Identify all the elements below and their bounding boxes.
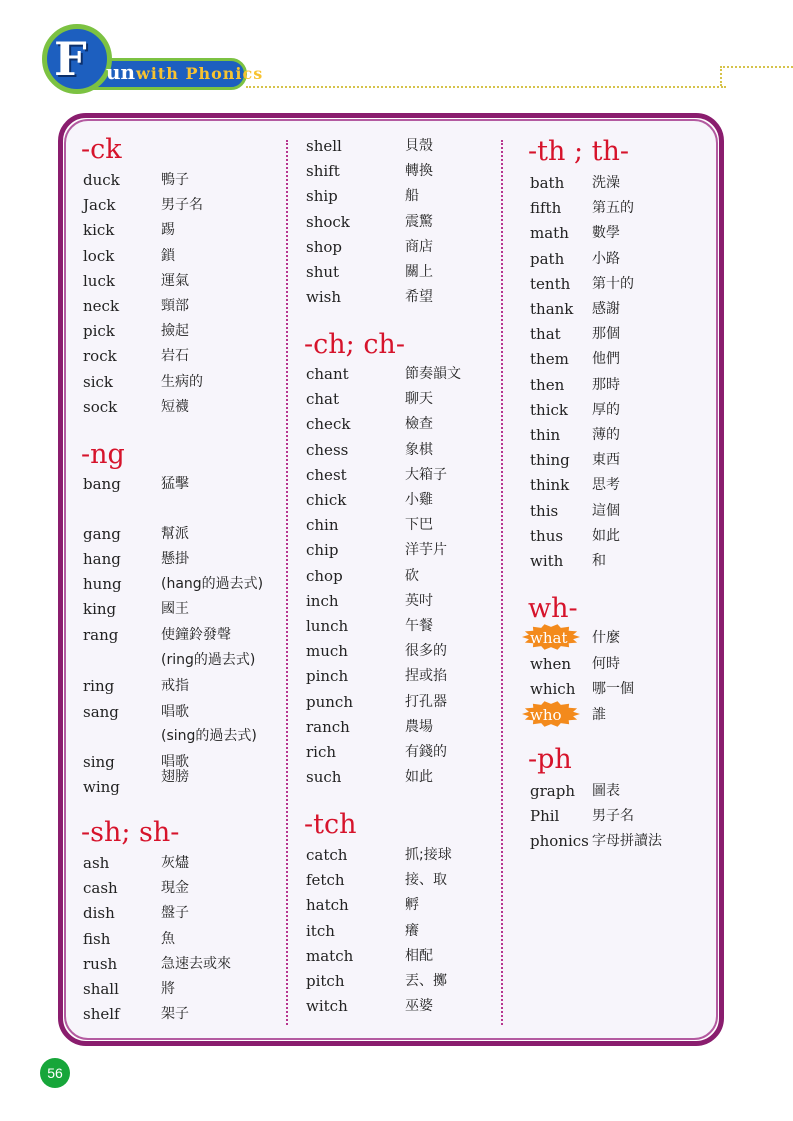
section-heading: -tch [304,809,357,840]
chinese-meaning: 男子名 [592,808,634,825]
chinese-meaning: 唱歌 [161,754,189,770]
word-row [306,212,506,234]
english-word: punch [306,692,353,711]
word-row [306,971,506,993]
chinese-meaning: 如此 [405,769,433,786]
word-row [530,628,730,650]
english-word: graph [530,782,575,800]
section-heading: wh- [528,593,578,624]
word-row [530,324,730,346]
section-heading: -ck [81,134,122,165]
english-word: ranch [306,717,350,736]
word-row [530,425,730,447]
word-row [83,246,283,268]
chinese-meaning: 洗澡 [592,175,620,191]
english-word: who [530,705,562,724]
section-heading: -sh; sh- [81,817,180,848]
english-word: this [530,501,559,520]
english-word: shut [306,263,340,281]
word-row [83,625,283,668]
english-word: then [530,375,565,394]
chinese-meaning: 現金 [161,880,189,897]
header [20,20,793,110]
section-heading: -ph [528,744,572,775]
chinese-meaning: 短襪 [161,398,189,415]
word-row [306,490,506,512]
chinese-meaning: 貝殼 [405,138,433,154]
word-row [530,475,730,497]
english-word: rich [306,743,337,761]
word-row [83,676,283,698]
word-row [83,195,283,217]
section-heading: -ch; ch- [304,329,405,360]
english-word: bath [530,174,565,192]
english-word: dish [83,904,115,923]
word-row [83,979,283,1001]
chinese-meaning: 圖表 [592,783,620,799]
english-word: neck [83,297,120,315]
english-word: such [306,768,342,787]
word-row [530,705,730,727]
word-row [306,566,506,588]
chinese-meaning: 使鐘鈴發聲 [161,627,231,643]
english-word: rock [83,347,117,366]
word-row [83,853,283,875]
word-row [83,346,283,368]
english-word: fifth [530,199,562,218]
english-word: king [83,600,117,618]
word-row [306,161,506,183]
word-row [530,223,730,245]
chinese-meaning: 男子名 [161,197,203,214]
english-word: catch [306,846,348,864]
english-word: luck [83,271,115,290]
section-heading: -ng [81,439,125,470]
chinese-meaning: 灰燼 [161,855,189,871]
english-word: pick [83,322,115,341]
chinese-meaning: 捏或掐 [405,668,447,685]
word-row [83,929,283,951]
chinese-meaning: 有錢的 [405,744,447,760]
word-row [530,375,730,397]
chinese-meaning: 東西 [592,452,620,469]
english-word: sang [83,703,119,721]
word-row [306,136,506,158]
chinese-meaning: 撿起 [161,323,189,340]
english-word: cash [83,879,118,898]
chinese-meaning: 洋芋片 [405,542,447,559]
header-dotted-line [246,86,726,88]
english-word: shift [306,162,340,181]
chinese-meaning: 將 [161,981,175,997]
word-row [83,524,283,546]
chinese-meaning: 誰 [592,706,606,723]
english-word: much [306,642,348,661]
chinese-meaning: 砍 [405,567,419,584]
english-word: shock [306,212,350,231]
english-word: chant [306,365,349,383]
chinese-meaning: 第十的 [592,275,634,292]
chinese-meaning: 運氣 [161,272,189,289]
english-word: shell [306,137,342,155]
word-row [83,321,283,343]
chinese-meaning: 踢 [161,222,175,239]
word-row [83,220,283,242]
english-word: wish [306,288,341,307]
chinese-meaning: 架子 [161,1006,189,1023]
chinese-meaning: 孵 [405,897,419,914]
english-word: think [530,476,570,495]
word-row [306,895,506,917]
english-word: pitch [306,972,345,990]
english-word: chip [306,541,339,560]
chinese-meaning-note: (ring的過去式) [161,652,256,668]
english-word: lock [83,246,115,265]
chinese-meaning: 感謝 [592,301,620,317]
chinese-meaning: 檢查 [405,416,433,433]
word-row [530,679,730,701]
english-word: bang [83,475,121,493]
word-row [306,186,506,208]
chinese-meaning: 什麼 [592,630,620,646]
page-number: 56 [40,1058,70,1088]
word-row [306,616,506,638]
word-row [83,271,283,293]
chinese-meaning: 幫派 [161,526,189,542]
english-word: phonics [530,832,589,851]
chinese-meaning-note: (sing的過去式) [161,728,257,744]
word-row [306,540,506,562]
chinese-meaning: 癢 [405,922,419,939]
chinese-meaning: 巫婆 [405,998,433,1015]
chinese-meaning: 魚 [161,930,175,947]
logo-letter: F [54,32,87,86]
chinese-meaning: 接、取 [405,872,447,889]
chinese-meaning: 聊天 [405,391,433,408]
chinese-meaning: 薄的 [592,427,620,443]
chinese-meaning: (hang的過去式) [161,576,264,592]
chinese-meaning: 打孔器 [405,693,447,710]
chinese-meaning: 字母拼讀法 [592,833,662,850]
chinese-meaning: 午餐 [405,618,433,634]
chinese-meaning: 這個 [592,502,620,519]
english-word: duck [83,171,120,189]
english-word: chick [306,491,347,509]
word-row [530,173,730,195]
word-row [306,666,506,688]
word-row [83,397,283,419]
english-word: ship [306,187,338,206]
chinese-meaning: 農場 [405,718,433,735]
word-row [83,170,283,192]
word-row [306,465,506,487]
english-word: what [530,629,568,647]
chinese-meaning: 商店 [405,238,433,255]
english-word: Jack [83,196,116,215]
word-row [306,870,506,892]
word-row [530,526,730,548]
word-row [306,767,506,789]
header-dotted-line-corner [720,66,722,86]
chinese-meaning: 小路 [592,250,620,267]
word-row [306,414,506,436]
word-row [83,1004,283,1026]
chinese-meaning: 唱歌 [161,704,189,720]
word-row [306,389,506,411]
chinese-meaning: 象棋 [405,441,433,458]
english-word: hatch [306,896,349,915]
chinese-meaning: 希望 [405,289,433,306]
word-row [83,903,283,925]
word-row [530,831,730,853]
header-dotted-line-right [720,66,793,68]
chinese-meaning: 那個 [592,326,620,343]
chinese-meaning: 船 [405,188,419,205]
chinese-meaning: 懸掛 [161,551,189,567]
english-word: witch [306,997,348,1016]
word-row [530,299,730,321]
word-row [306,742,506,764]
chinese-meaning: 很多的 [405,643,447,660]
chinese-meaning: 下巴 [405,517,433,534]
chinese-meaning: 如此 [592,527,620,544]
english-word: thick [530,400,568,419]
word-row [306,692,506,714]
chinese-meaning: 岩石 [161,348,189,365]
english-word: inch [306,591,339,610]
word-row [306,921,506,943]
english-word: thin [530,426,561,444]
chinese-meaning: 急速去或來 [161,955,231,972]
section-heading: -th ; th- [528,136,629,167]
chinese-meaning: 猛擊 [161,476,189,492]
english-word: sock [83,397,118,416]
english-word: ash [83,854,110,872]
english-word: sick [83,372,113,391]
word-row [530,249,730,271]
chinese-meaning: 和 [592,553,606,569]
word-row [306,996,506,1018]
english-word: thing [530,451,570,470]
english-word: ring [83,677,115,695]
word-row [83,769,283,799]
english-word: shop [306,237,342,256]
english-word: fetch [306,871,345,890]
word-row [530,450,730,472]
word-row [83,474,283,496]
chinese-meaning: 戒指 [161,678,189,694]
word-row [530,551,730,573]
english-word: path [530,249,565,268]
chinese-meaning: 厚的 [592,401,620,418]
english-word: math [530,224,569,243]
word-row [530,274,730,296]
logo-un: un [106,60,136,84]
chinese-meaning: 相配 [405,947,433,964]
english-word: gang [83,525,121,543]
english-word: kick [83,221,115,240]
english-word: rang [83,626,119,644]
word-row [306,946,506,968]
chinese-meaning: 生病的 [161,373,203,390]
english-word: sing [83,753,115,771]
word-row [83,574,283,596]
english-word: tenth [530,274,571,293]
chinese-meaning: 何時 [592,655,620,672]
chinese-meaning: 關上 [405,264,433,280]
english-word: wing [83,778,120,796]
word-row [530,806,730,828]
chinese-meaning: 丟、擲 [405,973,447,989]
word-row [83,372,283,394]
english-word: thank [530,300,574,318]
english-word: hung [83,575,122,593]
word-row [306,262,506,284]
word-row [306,515,506,537]
word-row [83,702,283,744]
english-word: thus [530,526,564,545]
chinese-meaning: 轉換 [405,163,433,180]
english-word: that [530,325,561,344]
english-word: shall [83,980,119,998]
word-row [83,954,283,976]
chinese-meaning: 翅膀 [161,769,189,785]
word-row [83,549,283,571]
word-row [306,641,506,663]
english-word: rush [83,954,118,973]
chinese-meaning: 哪一個 [592,681,634,697]
chinese-meaning: 抓;接球 [405,847,452,863]
english-word: fish [83,929,111,948]
english-word: itch [306,921,335,940]
english-word: match [306,946,354,965]
chinese-meaning: 頸部 [161,298,189,314]
word-row [306,440,506,462]
chinese-meaning: 那時 [592,376,620,393]
english-word: chop [306,566,343,585]
logo-title: with Phonics [136,64,264,83]
chinese-meaning: 英吋 [405,592,433,609]
word-row [306,364,506,386]
word-row [530,400,730,422]
word-row [83,296,283,318]
english-word: them [530,350,569,369]
chinese-meaning: 大箱子 [405,466,447,483]
english-word: pinch [306,667,349,686]
english-word: Phil [530,807,560,826]
english-word: check [306,415,351,434]
word-row [530,781,730,803]
chinese-meaning: 他們 [592,351,620,368]
word-row [306,237,506,259]
word-row [306,845,506,867]
word-row [530,198,730,220]
english-word: chess [306,440,349,459]
chinese-meaning: 震驚 [405,213,433,230]
english-word: chat [306,390,340,409]
chinese-meaning: 國王 [161,601,189,617]
english-word: shelf [83,1005,120,1024]
chinese-meaning: 第五的 [592,200,634,217]
column-divider [286,140,288,1025]
word-row [306,717,506,739]
chinese-meaning: 思考 [592,477,620,494]
english-word: with [530,552,564,570]
word-row [306,591,506,613]
chinese-meaning: 節奏韻文 [405,366,461,382]
chinese-meaning: 鎖 [161,247,175,264]
word-row [530,501,730,523]
word-row [83,878,283,900]
chinese-meaning: 小雞 [405,492,433,508]
word-row [306,287,506,309]
word-row [530,654,730,676]
english-word: lunch [306,617,349,635]
word-row [530,349,730,371]
english-word: when [530,654,572,673]
chinese-meaning: 鴨子 [161,172,189,188]
chinese-meaning: 數學 [592,225,620,242]
chinese-meaning: 盤子 [161,905,189,922]
english-word: chest [306,465,347,484]
english-word: hang [83,550,121,568]
word-row [83,599,283,621]
english-word: which [530,680,576,698]
english-word: chin [306,516,339,535]
